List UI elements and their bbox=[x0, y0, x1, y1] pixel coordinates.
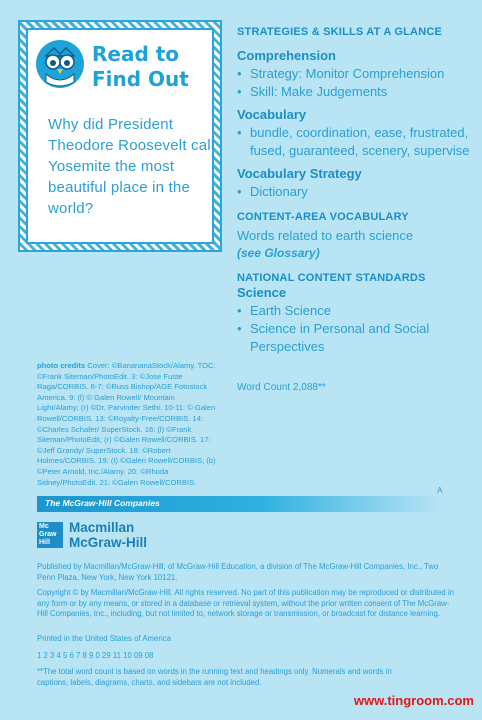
list-item: • Science in Personal and Social Perspectives bbox=[237, 320, 473, 356]
vocabulary-strategy-title: Vocabulary Strategy bbox=[237, 166, 362, 181]
logo-line-macmillan: Macmillan bbox=[69, 520, 135, 535]
vocabulary-strategy-list bbox=[237, 183, 473, 201]
mcgraw-hill-band bbox=[37, 496, 443, 512]
list-item: • Earth Science bbox=[237, 302, 473, 320]
photo-credits-label: photo credits bbox=[37, 361, 86, 370]
read-to-find-out-title: Read to Find Out bbox=[92, 42, 189, 91]
mcgraw-hill-companies-text: The McGraw·Hill Companies bbox=[45, 498, 160, 508]
list-item: • bundle, coordination, ease, frustrated, fused, guaranteed, scenery, supervise bbox=[237, 124, 473, 160]
print-numbers: 1 2 3 4 5 6 7 8 9 0 29 11 10 09 08 bbox=[37, 651, 154, 660]
content-area-text: Words related to earth science bbox=[237, 228, 414, 243]
read-box-question: Why did President Theodore Roosevelt call Yosemite the most beautiful place in the world? bbox=[48, 116, 215, 217]
publisher-logo-text bbox=[69, 520, 147, 550]
list-item: • Strategy: Monitor Comprehension bbox=[237, 65, 473, 83]
copyright-text: Copyright © by Macmillan/McGraw-Hill. All rights reserved. No part of this publication may be reproduced or distributed in any form or by any means, or stored in a database or retrieval system, without the prior written consent of The McGraw-Hill Companies, Inc., including, but not limited to, network storage or transmission, or broadcast for distance learning. bbox=[37, 588, 454, 618]
strategies-heading: STRATEGIES & SKILLS AT A GLANCE bbox=[237, 26, 443, 38]
vocabulary-list bbox=[237, 124, 473, 160]
logo-line-mcgraw-hill: McGraw-Hill bbox=[69, 535, 148, 550]
edition-mark: A bbox=[437, 486, 443, 495]
standards-title: NATIONAL CONTENT STANDARDS bbox=[237, 272, 426, 284]
comprehension-list bbox=[237, 65, 473, 101]
watermark-text: www.tingroom.com bbox=[353, 693, 474, 708]
standards-list bbox=[237, 302, 473, 356]
published-by-text: Published by Macmillan/McGraw-Hill, of McGraw-Hill Education, a division of The McGraw-Hill Companies, Inc., Two Penn Plaza, New York, New York 10121. bbox=[37, 562, 439, 582]
list-item: • Dictionary bbox=[237, 183, 473, 201]
strategies-column bbox=[237, 26, 473, 393]
read-box-inner bbox=[26, 28, 214, 244]
content-area-title: CONTENT-AREA VOCABULARY bbox=[237, 211, 409, 223]
photo-credits-text: Cover: ©BanananaStock/Alamy. TOC: ©Frank Siteman/PhotoEdit. 3: ©Jose Fuste Raga/CORBIS. 6-7: ©Russ Bishop/AGE Fotostock America. 9: (l) © Galen Rowell/ Mountain Light/Alamy; (r) ©Dr. Parvinder Sethi. 10-11: © Galen Rowell/CORBIS. 13: ©Royalty-Free/CORBIS. 14: ©Charles Schafer/ SuperStock. 16: (l) ©Frank Siteman/PhotoEdit; (r) ©Galen Rowell/CORBIS. 17: ©Jeff Grandy/ SuperStock. 18: ©Robert Holmes/CORBIS. 19: (t) ©Galen Rowell/CORBIS; (b) ©Peter Arnold, Inc./Alamy. 20: ©Rhoda Sidney/PhotoEdit. 21: ©Galen Rowell/CORBIS. bbox=[37, 361, 216, 487]
comprehension-title: Comprehension bbox=[237, 48, 336, 63]
read-to-find-out-box bbox=[18, 20, 222, 252]
list-item: • Skill: Make Judgements bbox=[237, 83, 473, 101]
mcgraw-hill-logo-icon: Mc Graw Hill bbox=[37, 522, 63, 548]
standards-subtitle: Science bbox=[237, 285, 287, 300]
owl-icon bbox=[34, 38, 86, 90]
glossary-note: (see Glossary) bbox=[237, 246, 320, 260]
printed-in-text: Printed in the United States of America bbox=[37, 634, 171, 643]
vocabulary-title: Vocabulary bbox=[237, 107, 307, 122]
word-count-footnote: **The total word count is based on words in the running text and headings only. Numerals and words in captions, labels, diagrams, charts, and sidebars are not included. bbox=[37, 667, 392, 687]
photo-credits bbox=[37, 361, 217, 488]
word-count: Word Count 2,088** bbox=[237, 382, 326, 393]
